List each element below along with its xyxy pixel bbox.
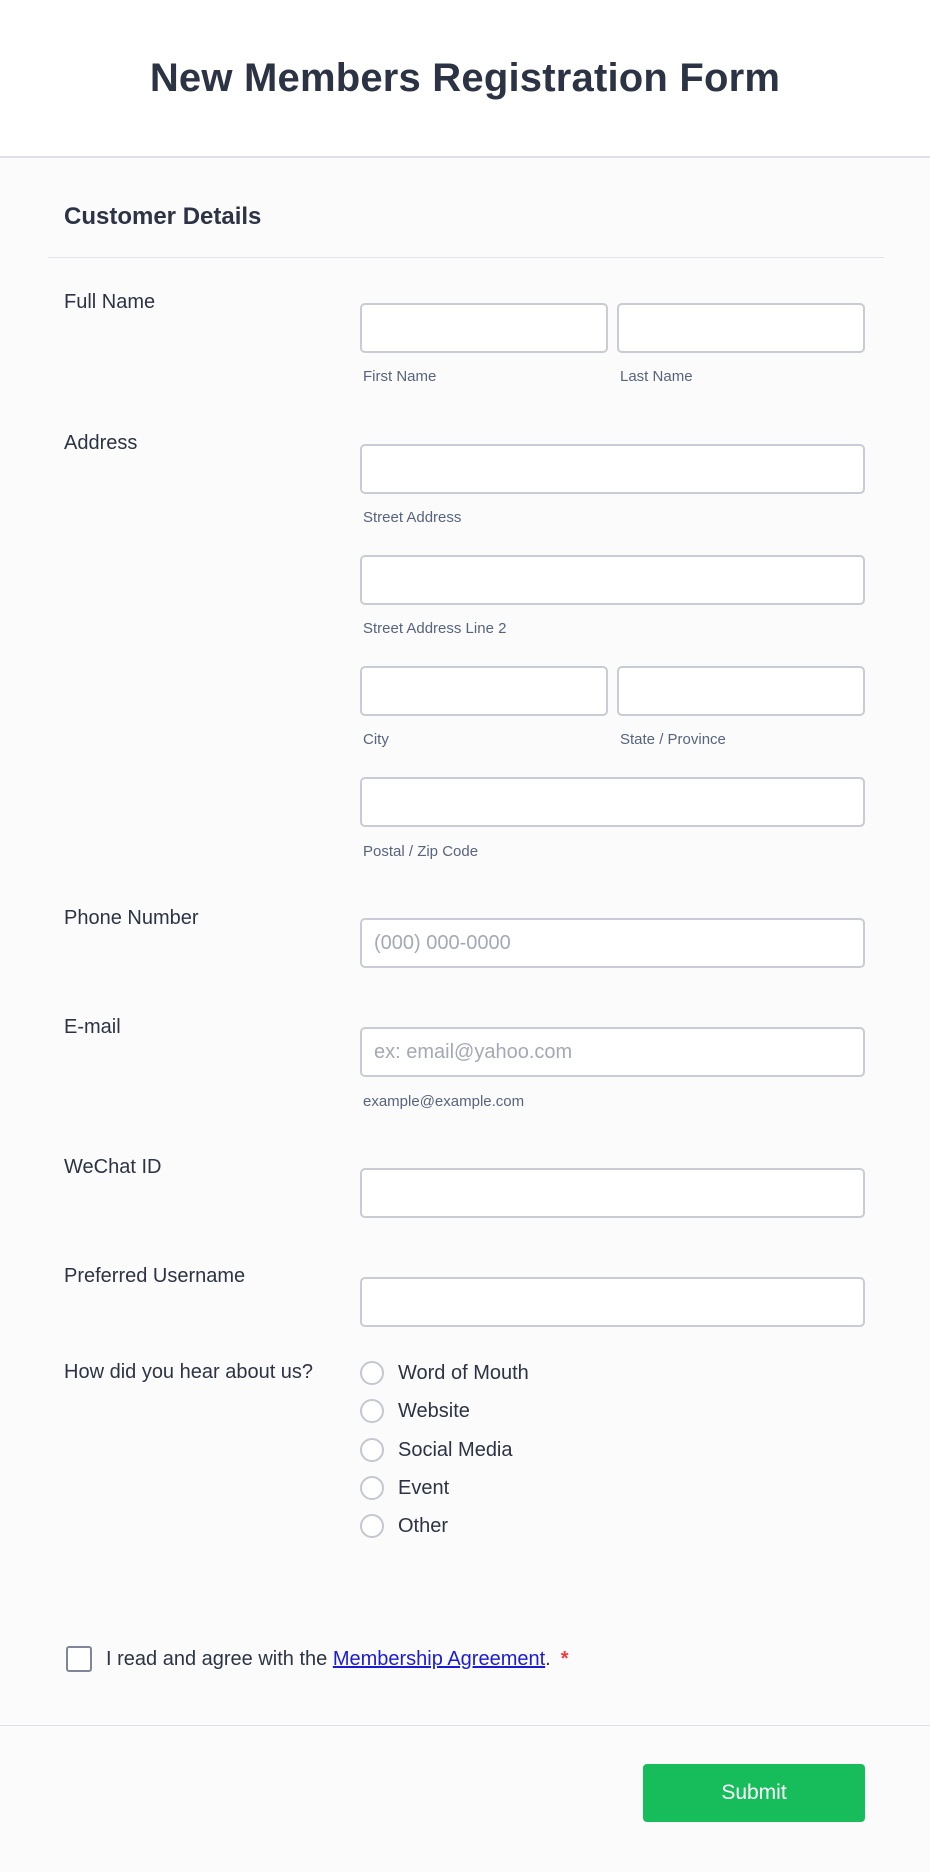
street-address-line2-input[interactable] <box>360 555 865 605</box>
radio-option-other[interactable] <box>360 1514 448 1538</box>
postal-zip-sublabel: Postal / Zip Code <box>363 843 479 860</box>
wechat-id-input[interactable] <box>360 1168 865 1218</box>
radio-option-social-media[interactable] <box>360 1438 513 1462</box>
phone-number-label: Phone Number <box>64 907 199 929</box>
membership-agreement-link[interactable]: Membership Agreement <box>332 1647 546 1670</box>
radio-option-event[interactable] <box>360 1476 449 1500</box>
street-address-input[interactable] <box>360 444 865 494</box>
street-address-line2-sublabel: Street Address Line 2 <box>363 620 507 637</box>
radio-label: Website <box>398 1399 470 1422</box>
last-name-sublabel: Last Name <box>620 368 693 385</box>
agreement-period: . <box>545 1647 551 1670</box>
agreement-checkbox[interactable] <box>66 1646 92 1672</box>
state-province-input[interactable] <box>617 666 865 716</box>
required-mark: * <box>560 1647 569 1670</box>
agreement-text: I read and agree with the <box>106 1647 333 1670</box>
radio-button[interactable] <box>360 1361 384 1385</box>
wechat-id-label: WeChat ID <box>64 1156 162 1178</box>
radio-button[interactable] <box>360 1514 384 1538</box>
email-sublabel: example@example.com <box>363 1093 525 1110</box>
submit-button[interactable]: Submit <box>643 1764 865 1822</box>
form-title: New Members Registration Form <box>149 55 781 100</box>
phone-number-input[interactable] <box>360 918 865 968</box>
radio-button[interactable] <box>360 1438 384 1462</box>
section-divider <box>48 257 884 258</box>
radio-option-website[interactable] <box>360 1399 470 1423</box>
radio-label: Social Media <box>398 1438 513 1461</box>
state-province-sublabel: State / Province <box>620 731 726 748</box>
radio-label: Event <box>398 1476 450 1499</box>
radio-button[interactable] <box>360 1399 384 1423</box>
first-name-input[interactable] <box>360 303 608 353</box>
radio-label: Other <box>398 1514 449 1537</box>
form-footer <box>0 1725 930 1872</box>
full-name-label: Full Name <box>64 291 156 313</box>
email-label: E-mail <box>64 1016 121 1038</box>
radio-label: Word of Mouth <box>398 1361 529 1384</box>
section-title: Customer Details <box>64 203 262 230</box>
agreement-row <box>66 1646 569 1672</box>
radio-option-word-of-mouth[interactable] <box>360 1361 529 1385</box>
preferred-username-label: Preferred Username <box>64 1265 246 1287</box>
form-body <box>0 158 930 1726</box>
street-address-sublabel: Street Address <box>363 509 462 526</box>
form-header <box>0 0 930 158</box>
postal-zip-input[interactable] <box>360 777 865 827</box>
city-input[interactable] <box>360 666 608 716</box>
radio-button[interactable] <box>360 1476 384 1500</box>
address-label: Address <box>64 432 138 454</box>
first-name-sublabel: First Name <box>363 368 437 385</box>
hear-about-us-label: How did you hear about us? <box>64 1361 314 1383</box>
email-input[interactable] <box>360 1027 865 1077</box>
city-sublabel: City <box>363 731 389 748</box>
preferred-username-input[interactable] <box>360 1277 865 1327</box>
last-name-input[interactable] <box>617 303 865 353</box>
